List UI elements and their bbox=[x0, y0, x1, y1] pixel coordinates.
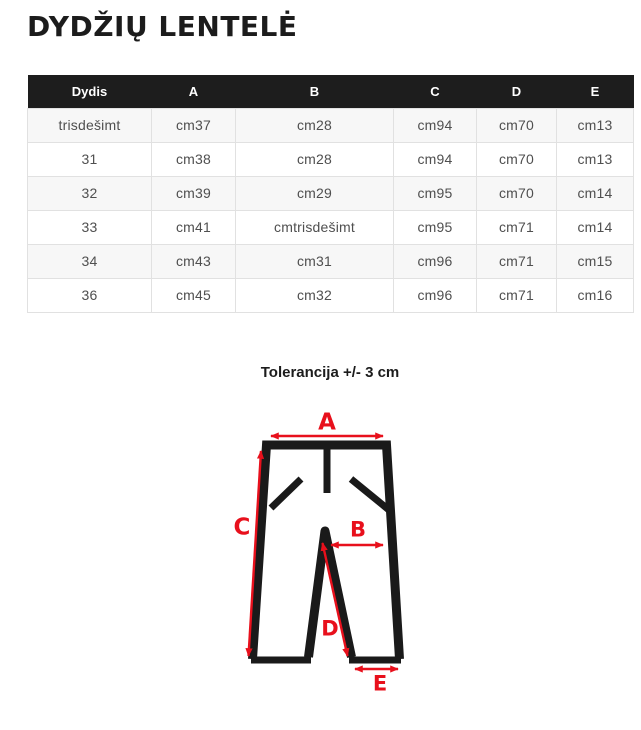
dimension-label-a: A bbox=[318, 409, 336, 436]
table-cell: cm32 bbox=[236, 278, 394, 312]
header-cell-dydis: Dydis bbox=[28, 75, 152, 108]
table-cell: cm96 bbox=[394, 244, 477, 278]
shorts-outline-drawing bbox=[225, 400, 420, 700]
table-row bbox=[28, 108, 634, 142]
left-pocket-line bbox=[271, 479, 301, 508]
table-cell: cm13 bbox=[557, 142, 634, 176]
size-table-body bbox=[28, 108, 634, 312]
table-cell: 33 bbox=[28, 210, 152, 244]
table-cell: cm71 bbox=[477, 278, 557, 312]
table-cell: cm39 bbox=[152, 176, 236, 210]
table-row bbox=[28, 244, 634, 278]
table-row bbox=[28, 210, 634, 244]
size-table bbox=[27, 75, 634, 313]
table-cell: cm29 bbox=[236, 176, 394, 210]
table-cell: cm13 bbox=[557, 108, 634, 142]
right-pocket-line bbox=[351, 479, 389, 510]
waistband-and-outer-seams bbox=[253, 445, 400, 659]
dimension-arrow-c bbox=[249, 451, 262, 656]
table-cell: cm45 bbox=[152, 278, 236, 312]
table-cell: cm31 bbox=[236, 244, 394, 278]
table-cell: cm15 bbox=[557, 244, 634, 278]
table-cell: cm71 bbox=[477, 210, 557, 244]
page-title: DYDŽIŲ LENTELĖ bbox=[27, 10, 298, 43]
table-cell: cm95 bbox=[394, 210, 477, 244]
header-cell-d: D bbox=[477, 75, 557, 108]
header-row bbox=[28, 75, 634, 108]
table-cell: cm70 bbox=[477, 176, 557, 210]
table-cell: trisdešimt bbox=[28, 108, 152, 142]
dimension-label-e: E bbox=[372, 671, 388, 696]
table-row bbox=[28, 142, 634, 176]
table-cell: cm96 bbox=[394, 278, 477, 312]
table-cell: cm28 bbox=[236, 142, 394, 176]
dimension-label-c: C bbox=[233, 514, 251, 541]
table-cell: cm95 bbox=[394, 176, 477, 210]
table-cell: cmtrisdešimt bbox=[236, 210, 394, 244]
header-cell-a: A bbox=[152, 75, 236, 108]
tolerance-note: Tolerancija +/- 3 cm bbox=[260, 364, 400, 381]
table-cell: 31 bbox=[28, 142, 152, 176]
table-row bbox=[28, 278, 634, 312]
table-cell: cm43 bbox=[152, 244, 236, 278]
dimension-arrow-d bbox=[323, 543, 348, 656]
table-cell: cm16 bbox=[557, 278, 634, 312]
table-cell: 36 bbox=[28, 278, 152, 312]
table-row bbox=[28, 176, 634, 210]
header-cell-c: C bbox=[394, 75, 477, 108]
table-cell: cm70 bbox=[477, 142, 557, 176]
table-cell: cm38 bbox=[152, 142, 236, 176]
table-cell: cm70 bbox=[477, 108, 557, 142]
table-cell: 34 bbox=[28, 244, 152, 278]
header-cell-b: B bbox=[236, 75, 394, 108]
inseam-lines bbox=[309, 531, 352, 657]
size-table-header bbox=[28, 75, 634, 108]
table-cell: cm94 bbox=[394, 142, 477, 176]
dimension-label-d: D bbox=[321, 616, 339, 641]
header-cell-e: E bbox=[557, 75, 634, 108]
table-cell: cm14 bbox=[557, 176, 634, 210]
table-cell: cm41 bbox=[152, 210, 236, 244]
table-cell: cm14 bbox=[557, 210, 634, 244]
table-cell: 32 bbox=[28, 176, 152, 210]
table-cell: cm94 bbox=[394, 108, 477, 142]
table-cell: cm37 bbox=[152, 108, 236, 142]
table-cell: cm28 bbox=[236, 108, 394, 142]
dimension-label-b: B bbox=[349, 517, 367, 542]
table-cell: cm71 bbox=[477, 244, 557, 278]
